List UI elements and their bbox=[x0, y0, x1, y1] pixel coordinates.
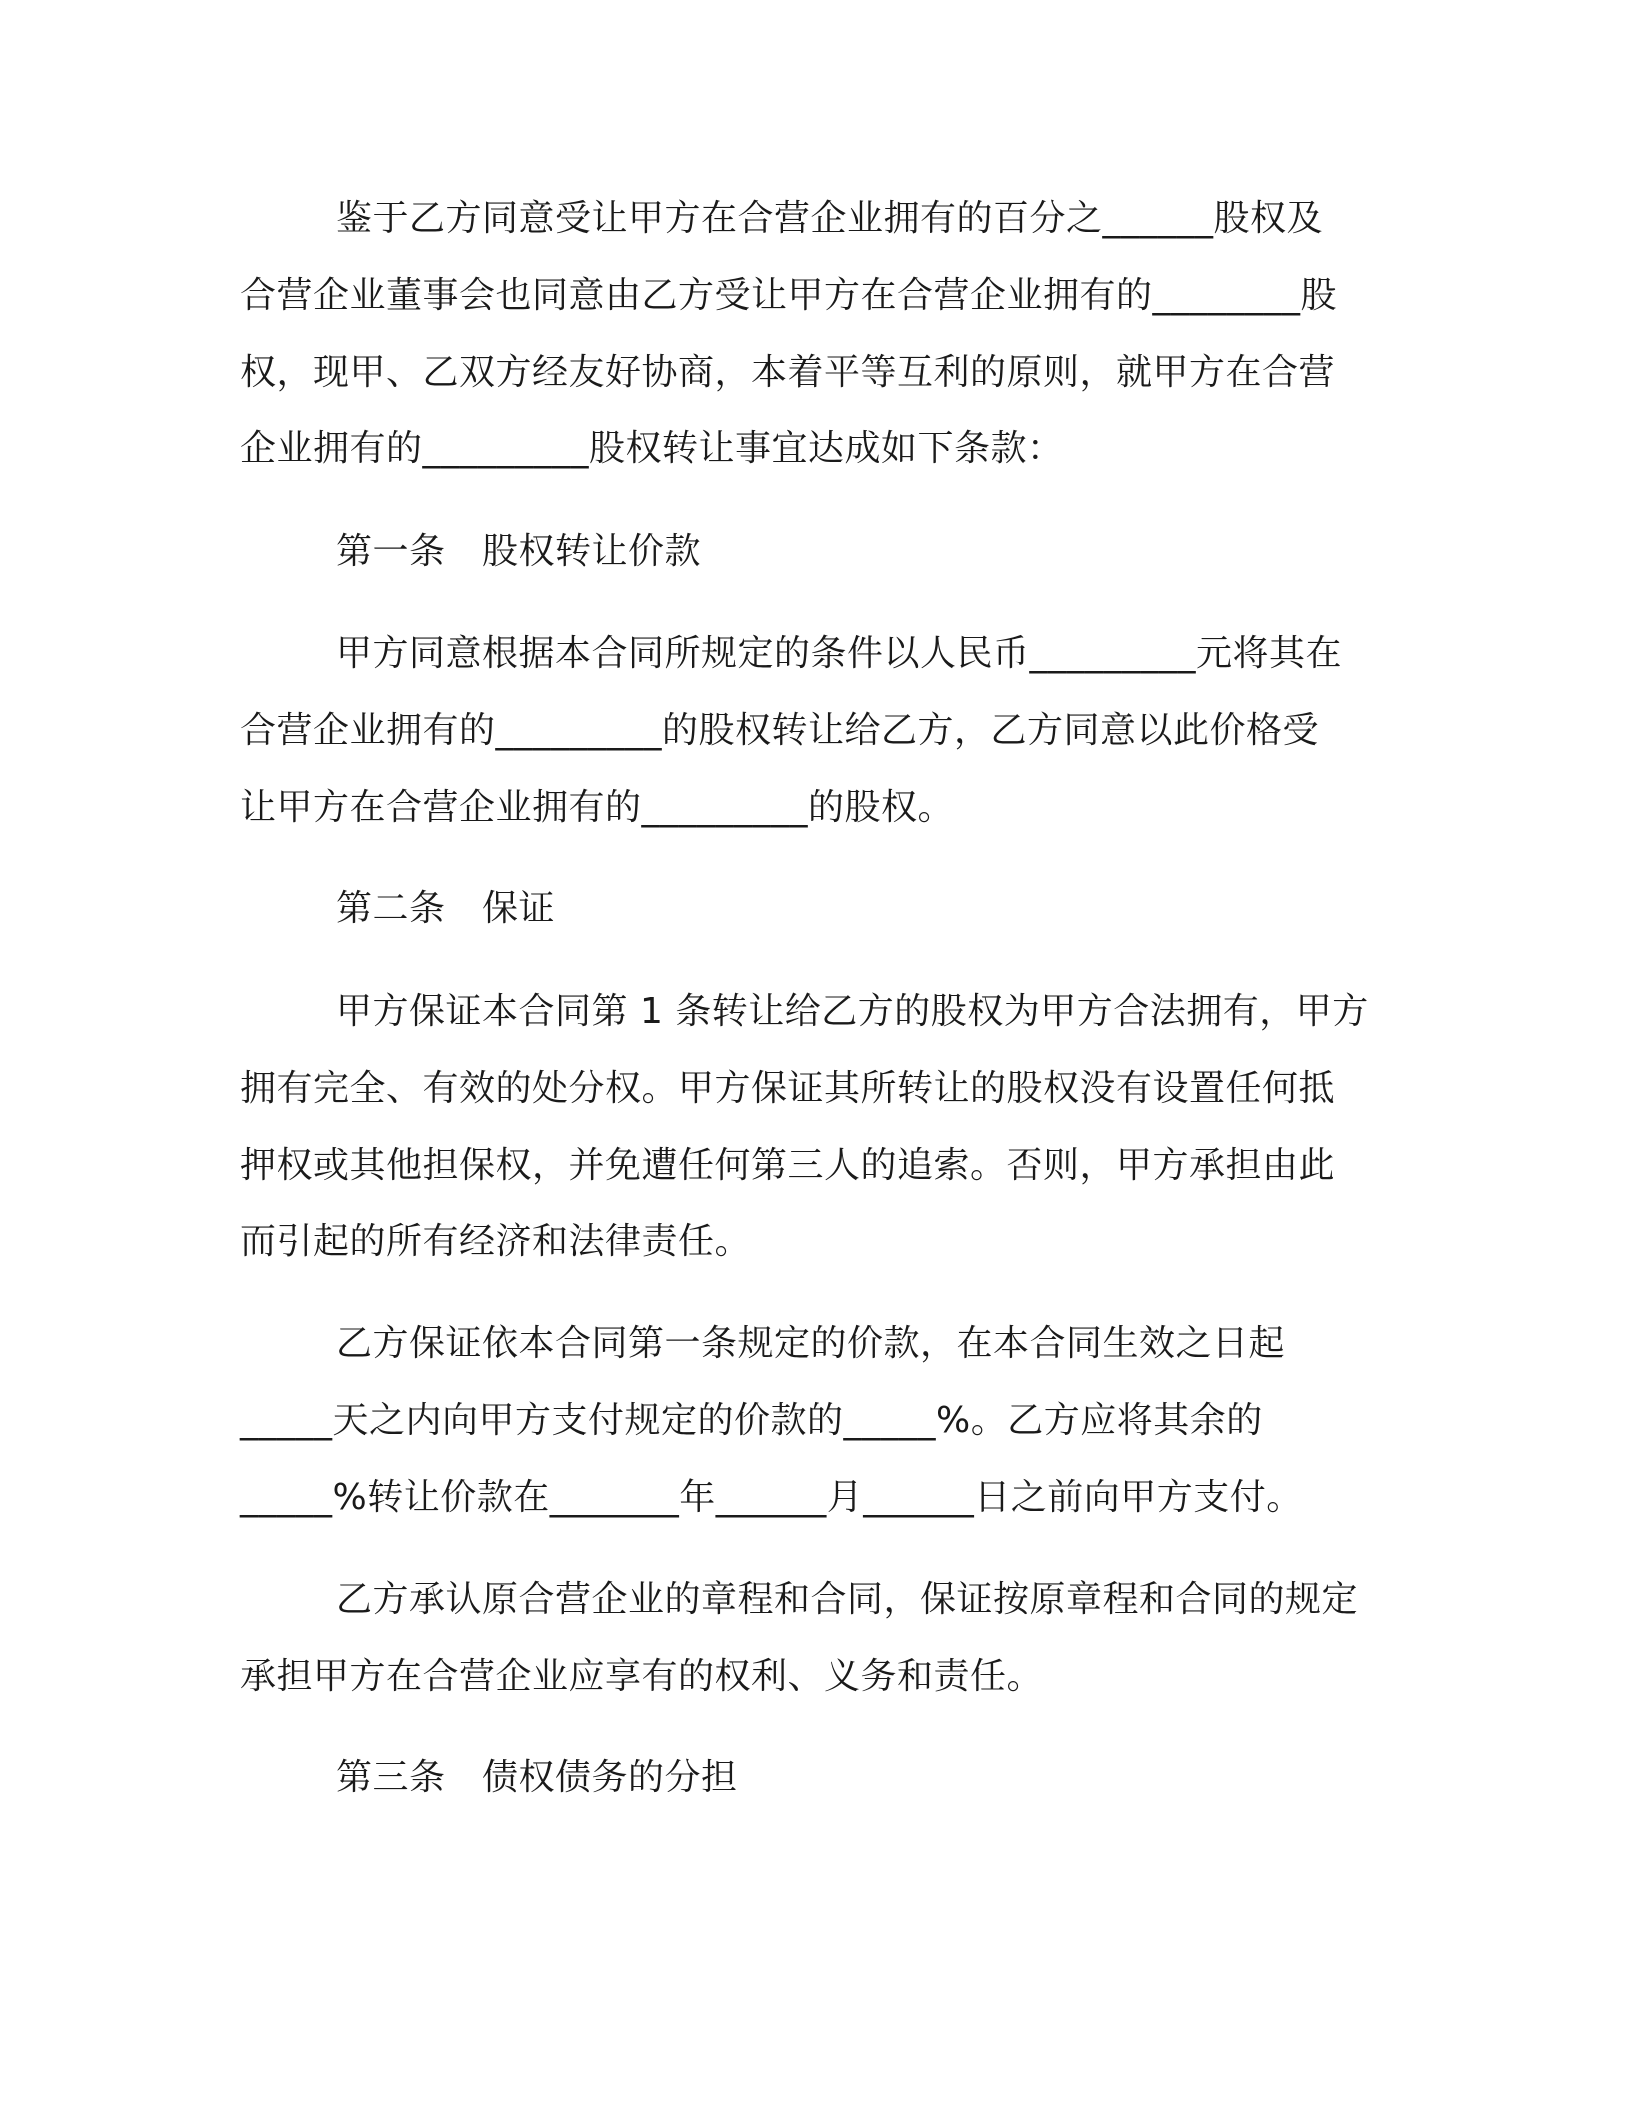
article-3-heading: 第三条 债权债务的分担 bbox=[336, 1757, 738, 1798]
article-2-p3-line-2: 承担甲方在合营企业应享有的权利、义务和责任。 bbox=[240, 1656, 1044, 1697]
preamble-line-2: 合营企业董事会也同意由乙方受让甲方在合营企业拥有的________股 bbox=[240, 275, 1338, 316]
preamble-line-3: 权，现甲、乙双方经友好协商，本着平等互利的原则，就甲方在合营 bbox=[240, 352, 1336, 393]
article-2-p1-line-1: 甲方保证本合同第 1 条转让给乙方的股权为甲方合法拥有，甲方 bbox=[336, 991, 1369, 1032]
article-2-p2-line-1: 乙方保证依本合同第一条规定的价款，在本合同生效之日起 bbox=[336, 1323, 1286, 1364]
article-2-p2-line-2: _____天之内向甲方支付规定的价款的_____%。乙方应将其余的 bbox=[240, 1400, 1263, 1441]
article-1-line-3: 让甲方在合营企业拥有的_________的股权。 bbox=[240, 787, 955, 828]
article-2-p1-line-4: 而引起的所有经济和法律责任。 bbox=[240, 1221, 752, 1262]
preamble-line-4: 企业拥有的_________股权转让事宜达成如下条款： bbox=[240, 428, 1064, 469]
article-1-line-1: 甲方同意根据本合同所规定的条件以人民币_________元将其在 bbox=[336, 633, 1343, 674]
article-2-p1-line-2: 拥有完全、有效的处分权。甲方保证其所转让的股权没有设置任何抵 bbox=[240, 1068, 1336, 1109]
preamble-line-1: 鉴于乙方同意受让甲方在合营企业拥有的百分之______股权及 bbox=[336, 198, 1324, 239]
article-1-line-2: 合营企业拥有的_________的股权转让给乙方，乙方同意以此价格受 bbox=[240, 710, 1320, 751]
article-2-p1-line-3: 押权或其他担保权，并免遭任何第三人的追索。否则，甲方承担由此 bbox=[240, 1145, 1336, 1186]
article-1-heading: 第一条 股权转让价款 bbox=[336, 531, 702, 572]
article-2-heading: 第二条 保证 bbox=[336, 888, 556, 929]
article-2-p3-line-1: 乙方承认原合营企业的章程和合同，保证按原章程和合同的规定 bbox=[336, 1579, 1359, 1620]
article-2-p2-line-3: _____%转让价款在_______年______月______日之前向甲方支付。 bbox=[240, 1477, 1303, 1518]
